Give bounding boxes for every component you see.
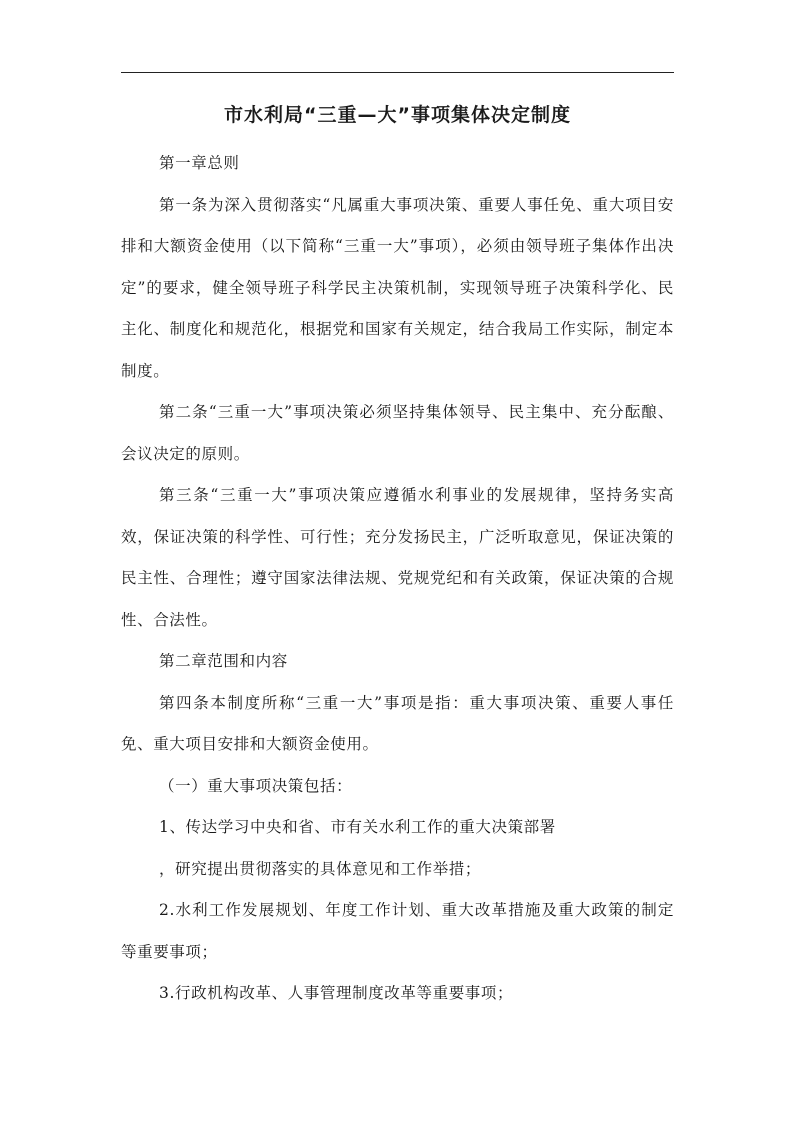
list-item: 1、传达学习中央和省、市有关水利工作的重大决策部署 — [159, 818, 556, 836]
article-paragraph: 第四条本制度所称“三重一大”事项是指：重大事项决策、重要人事任免、重大项目安排和大额资金使用。 — [121, 693, 674, 753]
document-body — [121, 143, 674, 1015]
article-paragraph: 第一条为深入贯彻落实“凡属重大事项决策、重要人事任免、重大项目安排和大额资金使用（以下简称“三重一大”事项），必须由领导班子集体作出决定”的要求，健全领导班子科学民主决策机制，实现领导班子决策科学化、民主化、制度化和规范化，根据党和国家有关规定，结合我局工作实际，制定本制度。 — [121, 195, 674, 380]
chapter-heading: 第一章总则 — [159, 154, 240, 172]
document-title: 市水利局“三重—大”事项集体决定制度 — [224, 104, 571, 126]
article-paragraph: 第三条“三重一大”事项决策应遵循水利事业的发展规律，坚持务实高效，保证决策的科学性、可行性；充分发扬民主，广泛听取意见，保证决策的民主性、合理性；遵守国家法律法规、党规党纪和有关政策，保证决策的合规性、合法性。 — [121, 486, 674, 629]
list-item: 2.水利工作发展规划、年度工作计划、重大改革措施及重大政策的制定等重要事项； — [121, 901, 674, 961]
section-heading: （一）重大事项决策包括： — [159, 776, 353, 795]
chapter-heading: 第二章范围和内容 — [159, 652, 288, 670]
header-rule — [121, 72, 674, 73]
list-item-continuation: ，研究提出贯彻落实的具体意见和工作举措； — [159, 859, 482, 878]
list-item: 3.行政机构改革、人事管理制度改革等重要事项； — [159, 984, 514, 1002]
article-paragraph: 第二条“三重一大”事项决策必须坚持集体领导、民主集中、充分酝酿、会议决定的原则。 — [121, 403, 674, 463]
